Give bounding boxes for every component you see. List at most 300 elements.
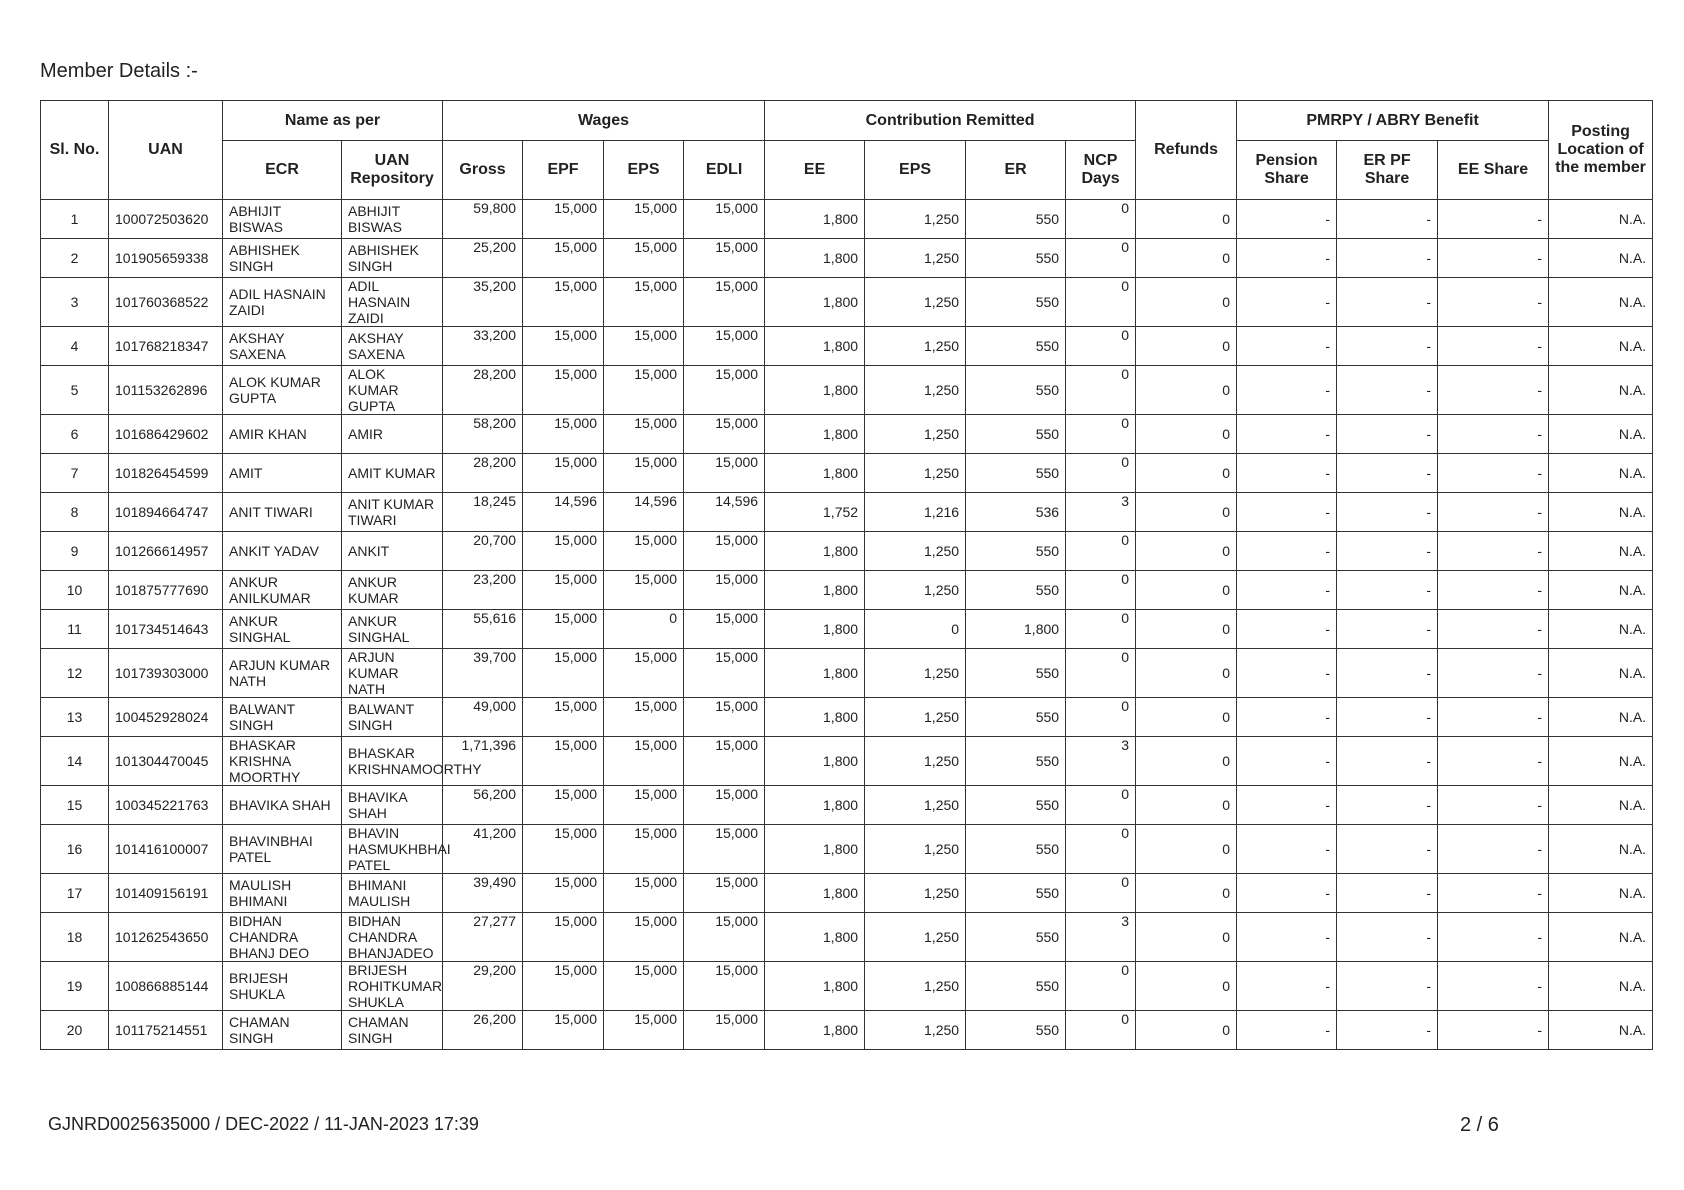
cell-uan: 101175214551 <box>109 1011 223 1050</box>
cell-posting-location: N.A. <box>1549 874 1653 913</box>
cell-er-pf-share: - <box>1337 200 1438 239</box>
cell-ncp-days: 0 <box>1066 532 1136 571</box>
cell-eps: 15,000 <box>604 415 684 454</box>
cell-epf: 15,000 <box>523 532 604 571</box>
cell-name-uan-repository: BALWANT SINGH <box>342 698 443 737</box>
cell-ncp-days: 0 <box>1066 327 1136 366</box>
cell-gross: 35,200 <box>443 278 523 327</box>
header-pmrpy-group: PMRPY / ABRY Benefit <box>1237 101 1549 141</box>
cell-eps: 15,000 <box>604 366 684 415</box>
cell-name-uan-repository: BHAVIKA SHAH <box>342 786 443 825</box>
cell-contribution-eps: 1,250 <box>865 278 966 327</box>
cell-pension-share: - <box>1237 649 1337 698</box>
cell-er: 550 <box>966 874 1066 913</box>
cell-uan: 101905659338 <box>109 239 223 278</box>
cell-posting-location: N.A. <box>1549 786 1653 825</box>
cell-ee: 1,800 <box>765 698 865 737</box>
cell-epf: 15,000 <box>523 239 604 278</box>
cell-er: 550 <box>966 239 1066 278</box>
cell-name-ecr: BHASKAR KRISHNA MOORTHY <box>223 737 342 786</box>
cell-edli: 15,000 <box>684 825 765 874</box>
cell-contribution-eps: 1,250 <box>865 649 966 698</box>
cell-eps: 15,000 <box>604 825 684 874</box>
cell-ee-share: - <box>1438 1011 1549 1050</box>
cell-refunds: 0 <box>1136 825 1237 874</box>
cell-gross: 39,700 <box>443 649 523 698</box>
table-row <box>41 913 1653 962</box>
cell-edli: 15,000 <box>684 610 765 649</box>
cell-ee-share: - <box>1438 649 1549 698</box>
cell-edli: 14,596 <box>684 493 765 532</box>
cell-er-pf-share: - <box>1337 239 1438 278</box>
cell-posting-location: N.A. <box>1549 327 1653 366</box>
cell-edli: 15,000 <box>684 415 765 454</box>
cell-sl-no: 12 <box>41 649 109 698</box>
cell-er-pf-share: - <box>1337 327 1438 366</box>
cell-posting-location: N.A. <box>1549 571 1653 610</box>
cell-name-uan-repository: ARJUN KUMAR NATH <box>342 649 443 698</box>
cell-ee-share: - <box>1438 493 1549 532</box>
footer-page-indicator: 2 / 6 <box>1460 1114 1499 1136</box>
cell-eps: 15,000 <box>604 874 684 913</box>
cell-uan: 101686429602 <box>109 415 223 454</box>
cell-epf: 15,000 <box>523 737 604 786</box>
cell-er-pf-share: - <box>1337 415 1438 454</box>
cell-refunds: 0 <box>1136 278 1237 327</box>
cell-ncp-days: 0 <box>1066 366 1136 415</box>
cell-name-ecr: ANKIT YADAV <box>223 532 342 571</box>
cell-posting-location: N.A. <box>1549 737 1653 786</box>
cell-ncp-days: 0 <box>1066 874 1136 913</box>
cell-contribution-eps: 0 <box>865 610 966 649</box>
cell-ee-share: - <box>1438 698 1549 737</box>
table-row <box>41 649 1653 698</box>
cell-posting-location: N.A. <box>1549 532 1653 571</box>
cell-epf: 15,000 <box>523 649 604 698</box>
cell-name-ecr: CHAMAN SINGH <box>223 1011 342 1050</box>
cell-gross: 28,200 <box>443 366 523 415</box>
cell-eps: 15,000 <box>604 239 684 278</box>
cell-name-uan-repository: BHASKAR KRISHNAMOORTHY <box>342 737 443 786</box>
footer-document-ref: GJNRD0025635000 / DEC-2022 / 11-JAN-2023 17:39 <box>48 1114 479 1134</box>
cell-ncp-days: 0 <box>1066 1011 1136 1050</box>
cell-contribution-eps: 1,250 <box>865 415 966 454</box>
cell-name-uan-repository: ANIT KUMAR TIWARI <box>342 493 443 532</box>
cell-refunds: 0 <box>1136 737 1237 786</box>
table-row <box>41 874 1653 913</box>
cell-edli: 15,000 <box>684 278 765 327</box>
cell-contribution-eps: 1,250 <box>865 200 966 239</box>
cell-ee-share: - <box>1438 571 1549 610</box>
cell-sl-no: 6 <box>41 415 109 454</box>
cell-name-ecr: ABHISHEK SINGH <box>223 239 342 278</box>
cell-ee: 1,800 <box>765 737 865 786</box>
cell-posting-location: N.A. <box>1549 454 1653 493</box>
cell-eps: 0 <box>604 610 684 649</box>
cell-name-ecr: ANKUR SINGHAL <box>223 610 342 649</box>
cell-ee: 1,800 <box>765 415 865 454</box>
cell-contribution-eps: 1,250 <box>865 962 966 1011</box>
cell-sl-no: 18 <box>41 913 109 962</box>
cell-posting-location: N.A. <box>1549 366 1653 415</box>
cell-ncp-days: 0 <box>1066 649 1136 698</box>
cell-eps: 14,596 <box>604 493 684 532</box>
header-uan: UAN <box>109 101 223 200</box>
cell-name-ecr: ADIL HASNAIN ZAIDI <box>223 278 342 327</box>
cell-ee: 1,800 <box>765 1011 865 1050</box>
cell-er: 550 <box>966 278 1066 327</box>
cell-er-pf-share: - <box>1337 610 1438 649</box>
cell-er-pf-share: - <box>1337 366 1438 415</box>
cell-uan: 101768218347 <box>109 327 223 366</box>
cell-refunds: 0 <box>1136 1011 1237 1050</box>
header-ee-share: EE Share <box>1438 141 1549 200</box>
cell-eps: 15,000 <box>604 786 684 825</box>
cell-sl-no: 9 <box>41 532 109 571</box>
cell-posting-location: N.A. <box>1549 415 1653 454</box>
cell-er: 550 <box>966 698 1066 737</box>
cell-epf: 15,000 <box>523 874 604 913</box>
cell-er: 550 <box>966 454 1066 493</box>
cell-ee-share: - <box>1438 278 1549 327</box>
cell-er-pf-share: - <box>1337 278 1438 327</box>
cell-name-ecr: BALWANT SINGH <box>223 698 342 737</box>
cell-er: 550 <box>966 327 1066 366</box>
cell-sl-no: 14 <box>41 737 109 786</box>
cell-sl-no: 17 <box>41 874 109 913</box>
table-header <box>41 101 1653 200</box>
cell-sl-no: 10 <box>41 571 109 610</box>
cell-epf: 15,000 <box>523 415 604 454</box>
cell-refunds: 0 <box>1136 874 1237 913</box>
cell-er-pf-share: - <box>1337 493 1438 532</box>
cell-contribution-eps: 1,250 <box>865 825 966 874</box>
cell-epf: 15,000 <box>523 698 604 737</box>
cell-edli: 15,000 <box>684 366 765 415</box>
cell-ncp-days: 0 <box>1066 571 1136 610</box>
cell-pension-share: - <box>1237 327 1337 366</box>
table-row <box>41 327 1653 366</box>
cell-ee-share: - <box>1438 239 1549 278</box>
header-ee: EE <box>765 141 865 200</box>
cell-gross: 49,000 <box>443 698 523 737</box>
cell-epf: 15,000 <box>523 913 604 962</box>
table-row <box>41 493 1653 532</box>
cell-name-uan-repository: BHAVIN HASMUKHBHAI PATEL <box>342 825 443 874</box>
cell-sl-no: 2 <box>41 239 109 278</box>
cell-edli: 15,000 <box>684 737 765 786</box>
cell-er-pf-share: - <box>1337 1011 1438 1050</box>
cell-sl-no: 20 <box>41 1011 109 1050</box>
cell-contribution-eps: 1,250 <box>865 239 966 278</box>
cell-er: 550 <box>966 366 1066 415</box>
cell-name-uan-repository: CHAMAN SINGH <box>342 1011 443 1050</box>
cell-uan: 100866885144 <box>109 962 223 1011</box>
cell-posting-location: N.A. <box>1549 239 1653 278</box>
cell-er: 1,800 <box>966 610 1066 649</box>
cell-ncp-days: 3 <box>1066 493 1136 532</box>
cell-gross: 27,277 <box>443 913 523 962</box>
table-row <box>41 366 1653 415</box>
cell-ee-share: - <box>1438 962 1549 1011</box>
cell-er-pf-share: - <box>1337 737 1438 786</box>
header-name-ecr: ECR <box>223 141 342 200</box>
cell-er: 550 <box>966 913 1066 962</box>
cell-name-ecr: ANKUR ANILKUMAR <box>223 571 342 610</box>
header-eps: EPS <box>604 141 684 200</box>
cell-eps: 15,000 <box>604 571 684 610</box>
cell-name-ecr: BHAVIKA SHAH <box>223 786 342 825</box>
cell-ncp-days: 0 <box>1066 698 1136 737</box>
header-posting-location: Posting Location of the member <box>1549 101 1653 200</box>
cell-ee-share: - <box>1438 532 1549 571</box>
cell-uan: 101760368522 <box>109 278 223 327</box>
cell-ncp-days: 0 <box>1066 239 1136 278</box>
table-row <box>41 278 1653 327</box>
cell-er-pf-share: - <box>1337 874 1438 913</box>
cell-pension-share: - <box>1237 239 1337 278</box>
cell-gross: 1,71,396 <box>443 737 523 786</box>
cell-contribution-eps: 1,250 <box>865 366 966 415</box>
cell-name-uan-repository: BHIMANI MAULISH <box>342 874 443 913</box>
cell-gross: 55,616 <box>443 610 523 649</box>
cell-pension-share: - <box>1237 825 1337 874</box>
cell-ncp-days: 0 <box>1066 454 1136 493</box>
cell-ee: 1,800 <box>765 454 865 493</box>
table-row <box>41 571 1653 610</box>
cell-er: 536 <box>966 493 1066 532</box>
cell-pension-share: - <box>1237 532 1337 571</box>
cell-eps: 15,000 <box>604 649 684 698</box>
cell-refunds: 0 <box>1136 415 1237 454</box>
cell-pension-share: - <box>1237 1011 1337 1050</box>
cell-pension-share: - <box>1237 874 1337 913</box>
cell-contribution-eps: 1,216 <box>865 493 966 532</box>
cell-refunds: 0 <box>1136 239 1237 278</box>
cell-refunds: 0 <box>1136 610 1237 649</box>
cell-gross: 58,200 <box>443 415 523 454</box>
table-row <box>41 454 1653 493</box>
cell-ncp-days: 0 <box>1066 415 1136 454</box>
cell-uan: 101826454599 <box>109 454 223 493</box>
cell-epf: 15,000 <box>523 571 604 610</box>
cell-ee-share: - <box>1438 327 1549 366</box>
cell-er: 550 <box>966 1011 1066 1050</box>
cell-er: 550 <box>966 571 1066 610</box>
cell-uan: 101409156191 <box>109 874 223 913</box>
cell-epf: 15,000 <box>523 610 604 649</box>
cell-name-uan-repository: ANKUR SINGHAL <box>342 610 443 649</box>
cell-eps: 15,000 <box>604 913 684 962</box>
cell-pension-share: - <box>1237 786 1337 825</box>
cell-ncp-days: 0 <box>1066 200 1136 239</box>
cell-ee: 1,800 <box>765 571 865 610</box>
table-body <box>41 200 1653 1050</box>
cell-contribution-eps: 1,250 <box>865 698 966 737</box>
cell-pension-share: - <box>1237 913 1337 962</box>
cell-contribution-eps: 1,250 <box>865 454 966 493</box>
cell-ee: 1,800 <box>765 610 865 649</box>
cell-er-pf-share: - <box>1337 825 1438 874</box>
cell-ee: 1,800 <box>765 649 865 698</box>
cell-epf: 15,000 <box>523 454 604 493</box>
cell-name-ecr: AMIR KHAN <box>223 415 342 454</box>
cell-sl-no: 15 <box>41 786 109 825</box>
cell-refunds: 0 <box>1136 493 1237 532</box>
cell-edli: 15,000 <box>684 786 765 825</box>
cell-contribution-eps: 1,250 <box>865 571 966 610</box>
cell-ee-share: - <box>1438 454 1549 493</box>
cell-posting-location: N.A. <box>1549 962 1653 1011</box>
cell-name-uan-repository: BRIJESH ROHITKUMAR SHUKLA <box>342 962 443 1011</box>
cell-contribution-eps: 1,250 <box>865 1011 966 1050</box>
cell-name-uan-repository: AMIR <box>342 415 443 454</box>
cell-er-pf-share: - <box>1337 698 1438 737</box>
cell-er: 550 <box>966 786 1066 825</box>
cell-name-ecr: AKSHAY SAXENA <box>223 327 342 366</box>
cell-ee: 1,800 <box>765 825 865 874</box>
cell-contribution-eps: 1,250 <box>865 532 966 571</box>
section-title: Member Details :- <box>40 60 198 82</box>
cell-uan: 100345221763 <box>109 786 223 825</box>
cell-gross: 33,200 <box>443 327 523 366</box>
cell-eps: 15,000 <box>604 698 684 737</box>
cell-refunds: 0 <box>1136 366 1237 415</box>
cell-ee-share: - <box>1438 825 1549 874</box>
cell-uan: 100452928024 <box>109 698 223 737</box>
cell-pension-share: - <box>1237 278 1337 327</box>
cell-gross: 25,200 <box>443 239 523 278</box>
cell-ee: 1,800 <box>765 327 865 366</box>
cell-name-uan-repository: ANKIT <box>342 532 443 571</box>
cell-refunds: 0 <box>1136 571 1237 610</box>
header-ncp-days: NCP Days <box>1066 141 1136 200</box>
cell-name-uan-repository: ADIL HASNAIN ZAIDI <box>342 278 443 327</box>
cell-uan: 101304470045 <box>109 737 223 786</box>
cell-edli: 15,000 <box>684 239 765 278</box>
cell-er: 550 <box>966 532 1066 571</box>
cell-posting-location: N.A. <box>1549 1011 1653 1050</box>
cell-posting-location: N.A. <box>1549 278 1653 327</box>
cell-ncp-days: 0 <box>1066 278 1136 327</box>
cell-er-pf-share: - <box>1337 649 1438 698</box>
cell-refunds: 0 <box>1136 962 1237 1011</box>
cell-sl-no: 11 <box>41 610 109 649</box>
table-row <box>41 786 1653 825</box>
cell-ncp-days: 0 <box>1066 786 1136 825</box>
cell-er: 550 <box>966 649 1066 698</box>
cell-sl-no: 3 <box>41 278 109 327</box>
cell-uan: 101416100007 <box>109 825 223 874</box>
cell-name-ecr: ABHIJIT BISWAS <box>223 200 342 239</box>
header-wages-group: Wages <box>443 101 765 141</box>
cell-er-pf-share: - <box>1337 571 1438 610</box>
cell-uan: 101153262896 <box>109 366 223 415</box>
table-row <box>41 200 1653 239</box>
cell-ee: 1,800 <box>765 962 865 1011</box>
cell-sl-no: 7 <box>41 454 109 493</box>
header-name-uan-repository: UAN Repository <box>342 141 443 200</box>
cell-edli: 15,000 <box>684 200 765 239</box>
header-contribution-group: Contribution Remitted <box>765 101 1136 141</box>
cell-contribution-eps: 1,250 <box>865 913 966 962</box>
cell-eps: 15,000 <box>604 737 684 786</box>
cell-er: 550 <box>966 962 1066 1011</box>
cell-er: 550 <box>966 200 1066 239</box>
cell-name-uan-repository: AMIT KUMAR <box>342 454 443 493</box>
cell-sl-no: 13 <box>41 698 109 737</box>
cell-epf: 15,000 <box>523 327 604 366</box>
cell-ee: 1,752 <box>765 493 865 532</box>
cell-er-pf-share: - <box>1337 786 1438 825</box>
cell-pension-share: - <box>1237 698 1337 737</box>
cell-epf: 14,596 <box>523 493 604 532</box>
cell-er-pf-share: - <box>1337 962 1438 1011</box>
header-sl-no: Sl. No. <box>41 101 109 200</box>
cell-eps: 15,000 <box>604 278 684 327</box>
cell-er-pf-share: - <box>1337 532 1438 571</box>
cell-epf: 15,000 <box>523 278 604 327</box>
cell-gross: 18,245 <box>443 493 523 532</box>
cell-ee: 1,800 <box>765 366 865 415</box>
cell-ee-share: - <box>1438 610 1549 649</box>
cell-epf: 15,000 <box>523 962 604 1011</box>
table-row <box>41 239 1653 278</box>
cell-edli: 15,000 <box>684 913 765 962</box>
cell-posting-location: N.A. <box>1549 200 1653 239</box>
cell-ncp-days: 0 <box>1066 825 1136 874</box>
cell-pension-share: - <box>1237 454 1337 493</box>
cell-epf: 15,000 <box>523 200 604 239</box>
cell-name-uan-repository: BIDHAN CHANDRA BHANJADEO <box>342 913 443 962</box>
cell-gross: 28,200 <box>443 454 523 493</box>
cell-epf: 15,000 <box>523 366 604 415</box>
header-er: ER <box>966 141 1066 200</box>
cell-uan: 101734514643 <box>109 610 223 649</box>
cell-pension-share: - <box>1237 610 1337 649</box>
cell-edli: 15,000 <box>684 454 765 493</box>
cell-pension-share: - <box>1237 366 1337 415</box>
cell-pension-share: - <box>1237 200 1337 239</box>
cell-edli: 15,000 <box>684 874 765 913</box>
table-row <box>41 610 1653 649</box>
cell-pension-share: - <box>1237 962 1337 1011</box>
cell-ncp-days: 0 <box>1066 610 1136 649</box>
cell-ee: 1,800 <box>765 532 865 571</box>
cell-gross: 20,700 <box>443 532 523 571</box>
cell-uan: 100072503620 <box>109 200 223 239</box>
table-row <box>41 1011 1653 1050</box>
cell-refunds: 0 <box>1136 200 1237 239</box>
cell-edli: 15,000 <box>684 649 765 698</box>
cell-contribution-eps: 1,250 <box>865 786 966 825</box>
cell-ncp-days: 3 <box>1066 737 1136 786</box>
table-row <box>41 532 1653 571</box>
cell-gross: 29,200 <box>443 962 523 1011</box>
cell-pension-share: - <box>1237 415 1337 454</box>
cell-name-uan-repository: ABHIJIT BISWAS <box>342 200 443 239</box>
cell-sl-no: 4 <box>41 327 109 366</box>
cell-posting-location: N.A. <box>1549 913 1653 962</box>
cell-name-ecr: MAULISH BHIMANI <box>223 874 342 913</box>
cell-uan: 101262543650 <box>109 913 223 962</box>
table-row <box>41 825 1653 874</box>
cell-edli: 15,000 <box>684 1011 765 1050</box>
cell-gross: 41,200 <box>443 825 523 874</box>
cell-contribution-eps: 1,250 <box>865 737 966 786</box>
cell-posting-location: N.A. <box>1549 493 1653 532</box>
cell-name-ecr: ARJUN KUMAR NATH <box>223 649 342 698</box>
